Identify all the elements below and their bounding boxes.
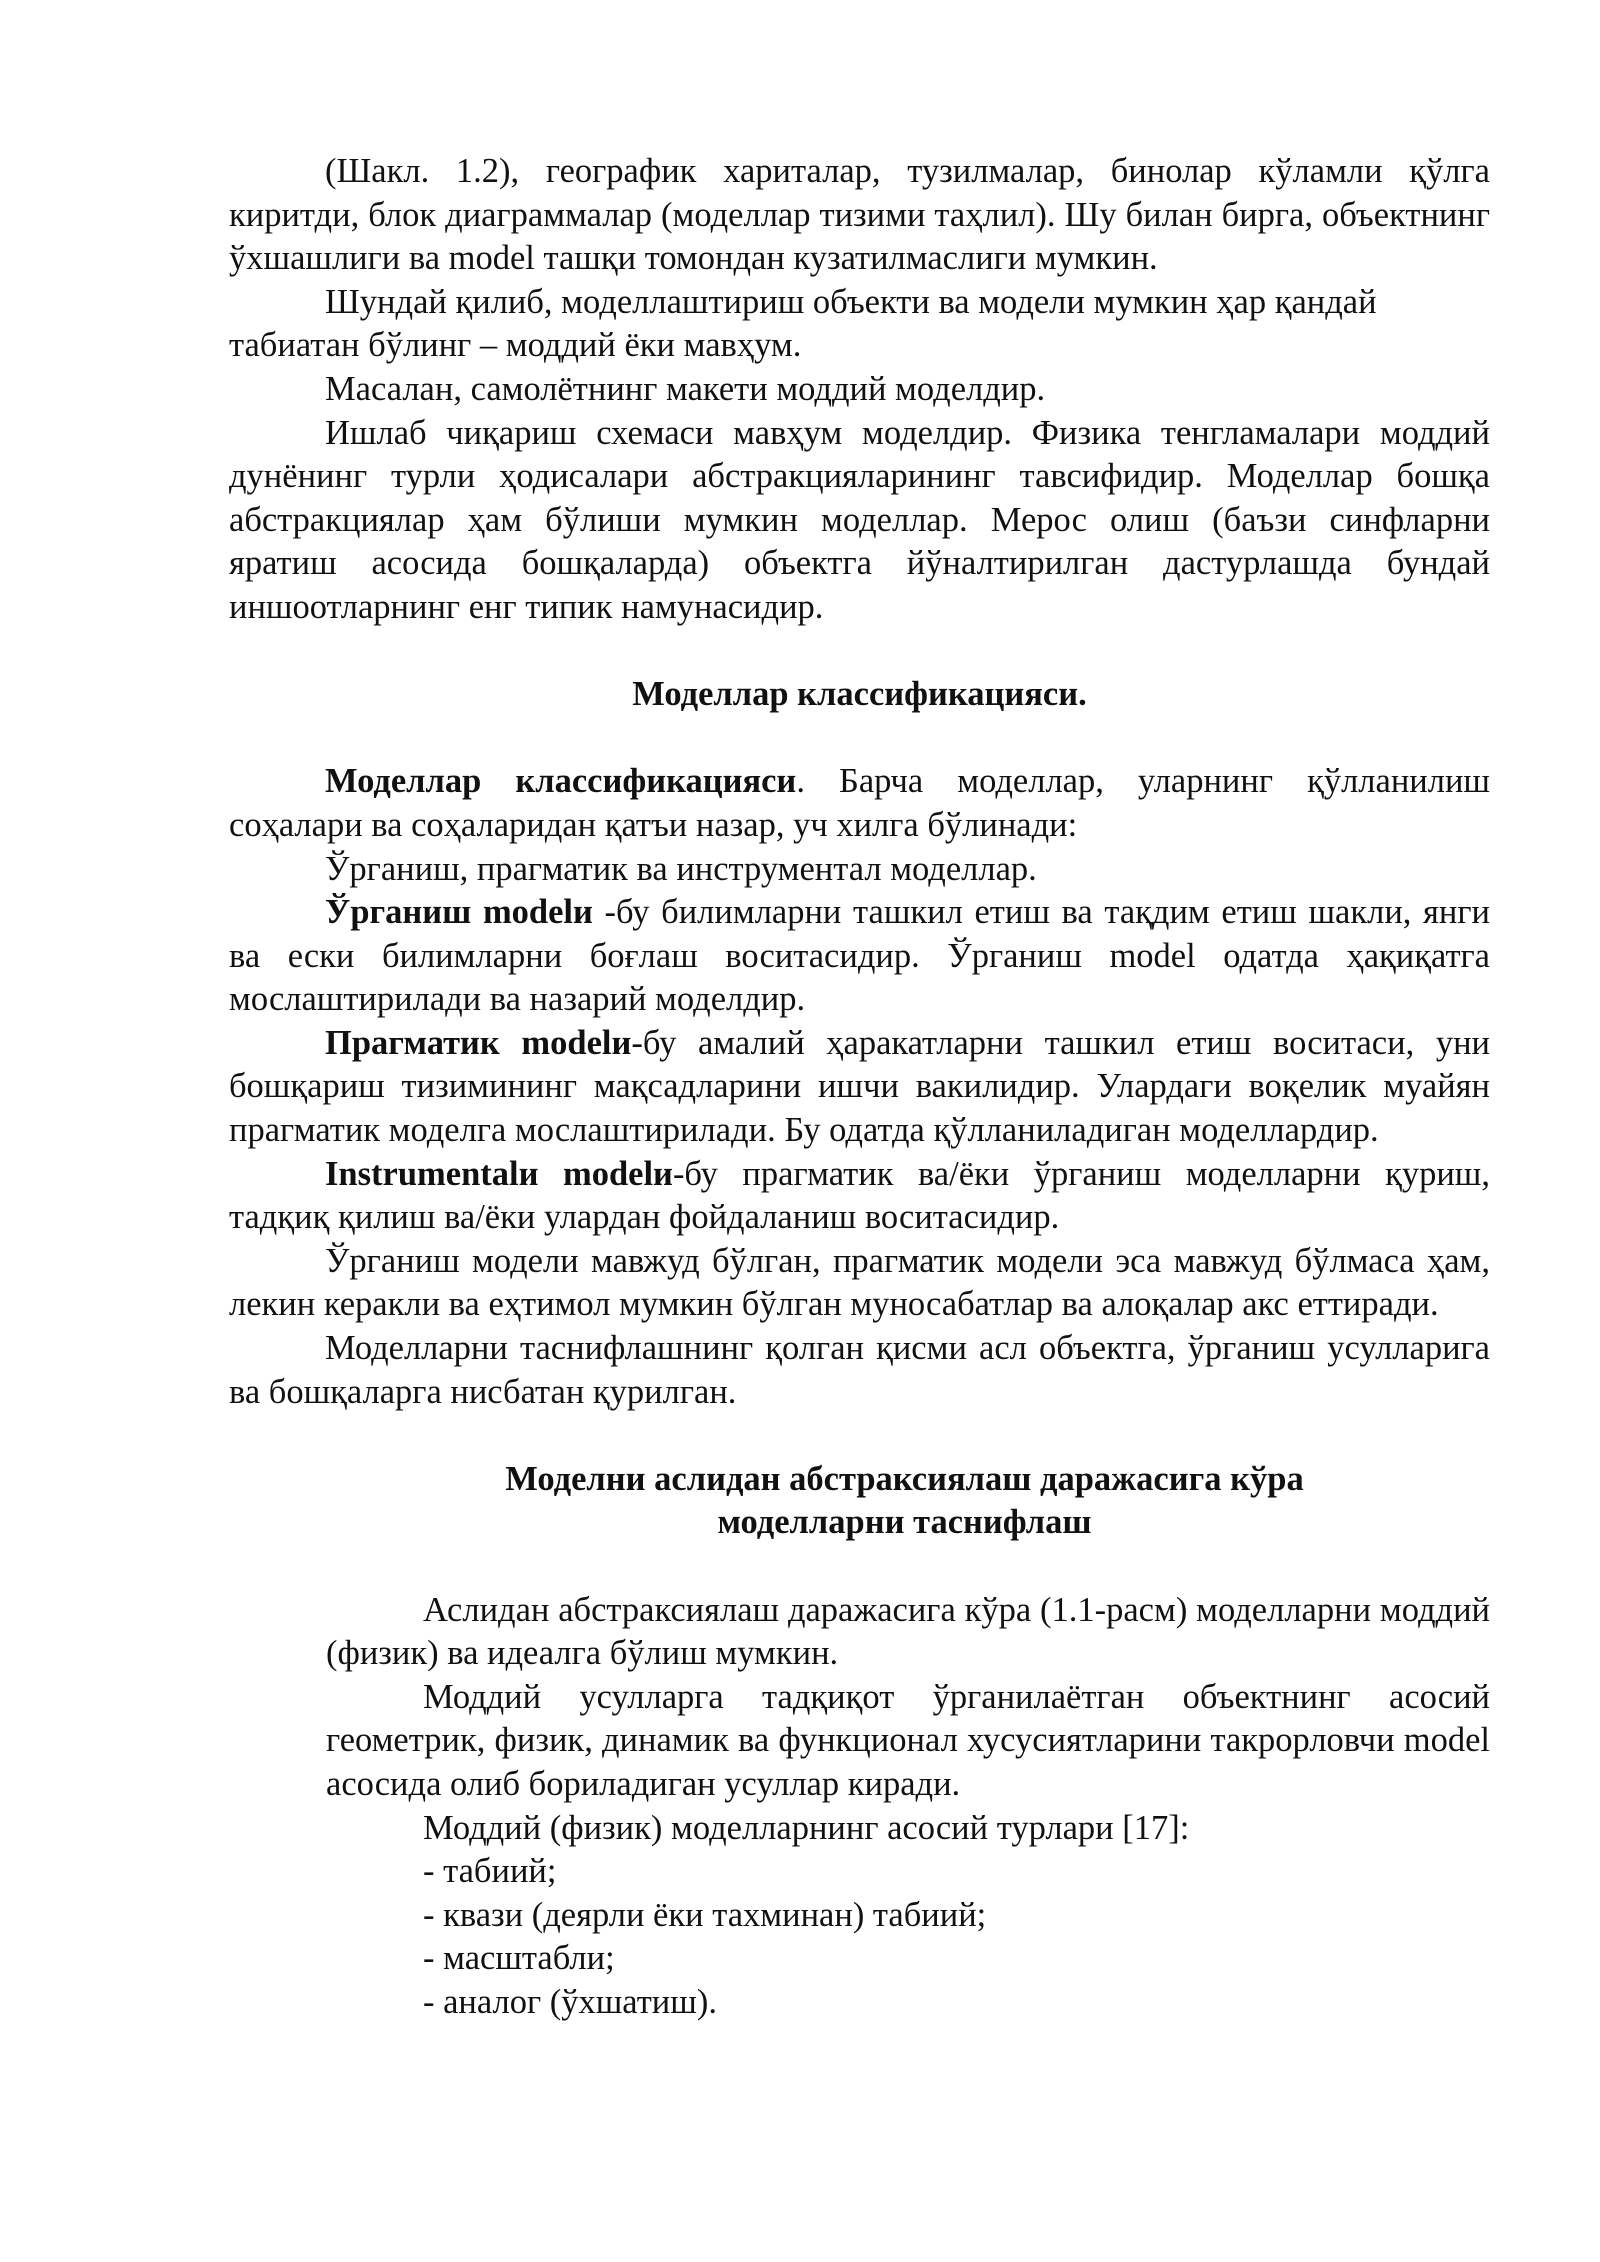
spacer: [229, 717, 1490, 761]
paragraph-text: . Барча моделлар, уларнинг қўлланилиш соҳалари ва соҳаларидан қатъи назар, уч хилга бўлинади:: [229, 762, 1490, 844]
list-item: - табиий;: [423, 1852, 557, 1891]
section-heading-punct: .: [1078, 675, 1087, 714]
paragraph: [229, 891, 1490, 1022]
section-heading-line: Моделни аслидан абстраксиялаш даражасига кўра: [505, 1459, 1304, 1498]
paragraph-text: -бу билимларни ташкил етиш ва тақдим етиш шакли, янги ва ески билимларни боғлаш воситасидир. Ўрганиш model одатда ҳақиқатга мослаштирилади ва назарий моделдир.: [229, 893, 1490, 1019]
paragraph: Моделларни таснифлашнинг қолган қисми асл объектга, ўрганиш усулларига ва бошқаларга нисбатан қурилган.: [229, 1329, 1490, 1411]
paragraph: [229, 1022, 1490, 1153]
section-body: [326, 1589, 1490, 2025]
paragraph: (Шакл. 1.2), географик хариталар, тузилмалар, бинолар кўламли қўлга киритди, блок диаграммалар (моделлар тизими таҳлил). Шу билан бирга, объектнинг ўхшашлиги ва model ташқи томондан кузатилмаслиги мумкин.: [229, 152, 1490, 278]
document-page: [229, 150, 1490, 2025]
paragraph: Ўрганиш, прагматик ва инструментал моделлар.: [325, 849, 1037, 888]
paragraph-text: -бу амалий ҳаракатларни ташкил етиш воситаси, уни бошқариш тизимининг мақсадларини ишчи вакилидир. Улардаги воқелик муайян прагматик моделга мослаштирилади. Бу одатда қўлланиладиган моделлардир.: [229, 1023, 1491, 1150]
bold-term: Прагматик modelи: [325, 1023, 632, 1062]
list-item: - аналог (ўхшатиш).: [423, 1982, 717, 2021]
paragraph: [229, 1153, 1490, 1240]
paragraph: Аслидан абстраксиялаш даражасига кўра (1.1-расм) моделларни моддий (физик) ва идеалга бўлиш мумкин.: [326, 1590, 1490, 1673]
list-item: - квази (деярли ёки тахминан) табиий;: [423, 1895, 987, 1934]
paragraph-text: -бу прагматик ва/ёки ўрганиш моделларни қуриш, тадқиқ қилиш ва/ёки улардан фойдаланиш воситасидир.: [229, 1154, 1490, 1237]
section-heading: [319, 1458, 1490, 1545]
bold-term: Ўрганиш modelи: [325, 893, 593, 932]
bold-term: Моделлар классификацияси: [325, 762, 797, 801]
spacer: [229, 630, 1490, 674]
paragraph: Моддий (физик) моделларнинг асосий турлари [17]:: [423, 1808, 1190, 1847]
list-item: - масштабли;: [423, 1939, 615, 1978]
paragraph: Моддий усулларга тадқиқот ўрганилаётган объектнинг асосий геометрик, физик, динамик ва функционал хусусиятларини такрорловчи model асосида олиб бориладиган усуллар киради.: [326, 1677, 1490, 1803]
paragraph: [229, 760, 1490, 847]
spacer: [229, 1414, 1490, 1458]
section-heading-text: Моделлар классификацияси: [632, 675, 1079, 714]
bold-term: Instrumentalи modelи: [325, 1154, 673, 1193]
paragraph: Шундай қилиб, моделлаштириш объекти ва модели мумкин ҳар қандай табиатан бўлинг – моддий ёки мавҳум.: [229, 282, 1377, 365]
paragraph: Ишлаб чиқариш схемаси мавҳум моделдир. Физика тенгламалари моддий дунёнинг турли ҳодисалари абстракцияларининг тавсифидир. Моделлар бошқа абстракциялар ҳам бўлиши мумкин моделлар. Мерос олиш (баъзи синфларни яратиш асосида бошқаларда) объектга йўналтирилган дастурлашда бундай иншоотларнинг енг типик намунасидир.: [229, 413, 1490, 626]
spacer: [229, 1545, 1490, 1589]
section-heading: [229, 673, 1490, 717]
paragraph: Ўрганиш модели мавжуд бўлган, прагматик модели эса мавжуд бўлмаса ҳам, лекин керакли ва еҳтимол мумкин бўлган муносабатлар ва алоқалар акс еттиради.: [229, 1241, 1490, 1324]
paragraph: Масалан, самолётнинг макети моддий моделдир.: [325, 369, 1046, 408]
section-heading-line: моделларни таснифлаш: [717, 1503, 1092, 1542]
